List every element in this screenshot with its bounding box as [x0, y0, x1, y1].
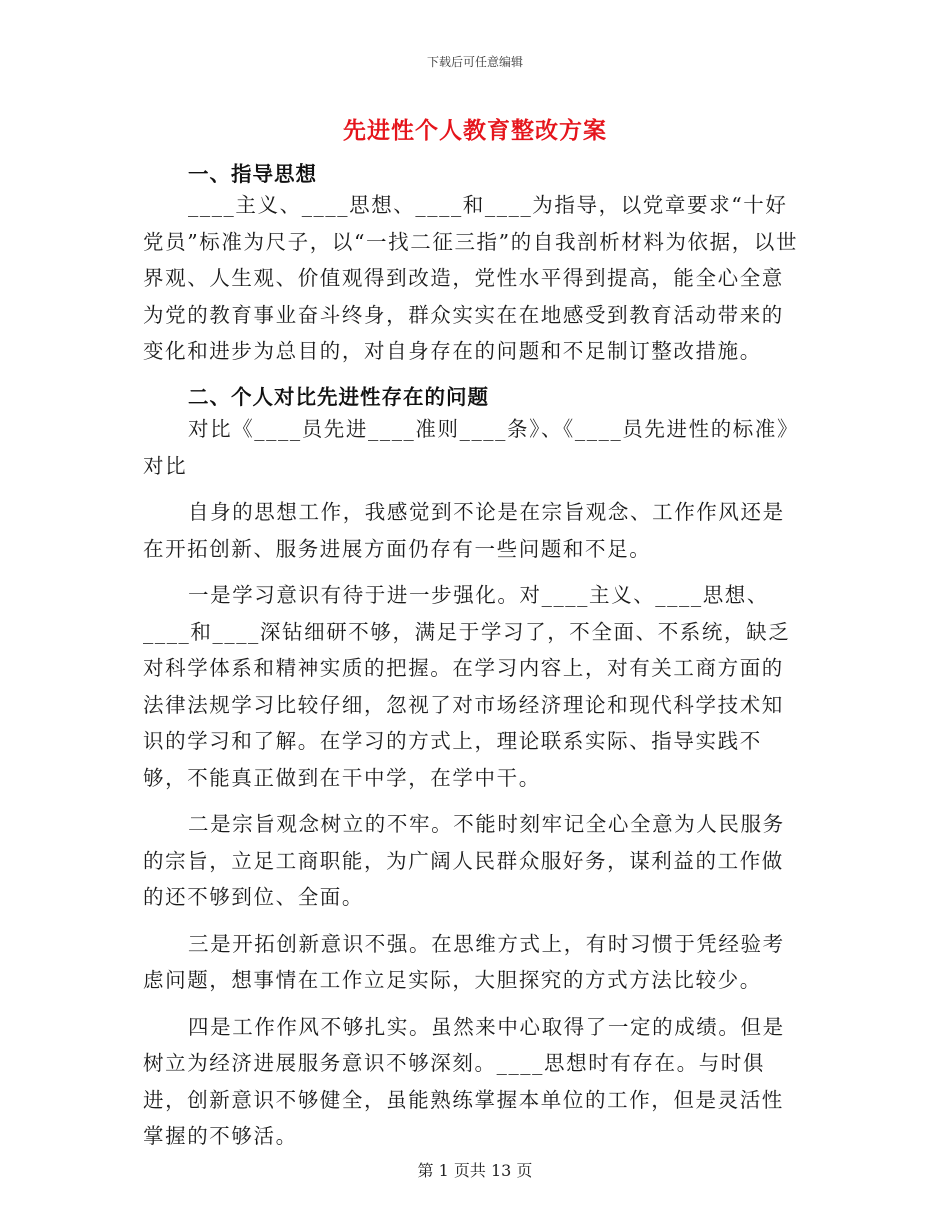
document-title: 先进性个人教育整改方案 [343, 117, 607, 144]
paragraph: 自身的思想工作，我感觉到不论是在宗旨观念、工作作风还是在开拓创新、服务进展方面仍存有一些问题和不足。 [143, 500, 785, 561]
paragraph: 对比《____员先进____准则____条》、《____员先进性的标准》对比 [143, 417, 800, 478]
paragraph: 一是学习意识有待于进一步强化。对____主义、____思想、____和____深钻细研不够，满足于学习了，不全面、不系统，缺乏对科学体系和精神实质的把握。在学习内容上，对有关工商方面的法律法规学习比较仔细，忽视了对市场经济理论和现代科学技术知识的学习和了解。在学习的方式上，理论联系实际、指导实践不够，不能真正做到在干中学，在学中干。 [143, 583, 791, 790]
section-1-body [143, 187, 805, 370]
paragraph: 四是工作作风不够扎实。虽然来中心取得了一定的成绩。但是树立为经济进展服务意识不够深刻。____思想时有存在。与时俱进，创新意识不够健全，虽能熟练掌握本单位的工作，但是灵活性掌握的不够活。 [143, 1014, 785, 1148]
page-footer: 第 1 页共 13 页 [417, 1161, 533, 1180]
header-note: 下载后可任意编辑 [426, 55, 523, 69]
paragraph: 二是宗旨观念树立的不牢。不能时刻牢记全心全意为人民服务的宗旨，立足工商职能，为广阔人民群众服好务，谋利益的工作做的还不够到位、全面。 [143, 812, 785, 909]
paragraph: ____主义、____思想、____和____为指导，以党章要求“十好党员”标准为尺子，以“一找二征三指”的自我剖析材料为依据，以世界观、人生观、价值观得到改造，党性水平得到提高，能全心全意为党的教育事业奋斗终身，群众实实在在地感受到教育活动带来的变化和进步为总目的，对自身存在的问题和不足制订整改措施。 [143, 193, 799, 363]
section-heading-1: 一、指导思想 [188, 162, 317, 186]
paragraph: 三是开拓创新意识不强。在思维方式上，有时习惯于凭经验考虑问题，想事情在工作立足实际，大胆探究的方式方法比较少。 [143, 931, 785, 992]
section-2-body [143, 411, 805, 1155]
section-heading-2: 二、个人对比先进性存在的问题 [188, 385, 489, 409]
